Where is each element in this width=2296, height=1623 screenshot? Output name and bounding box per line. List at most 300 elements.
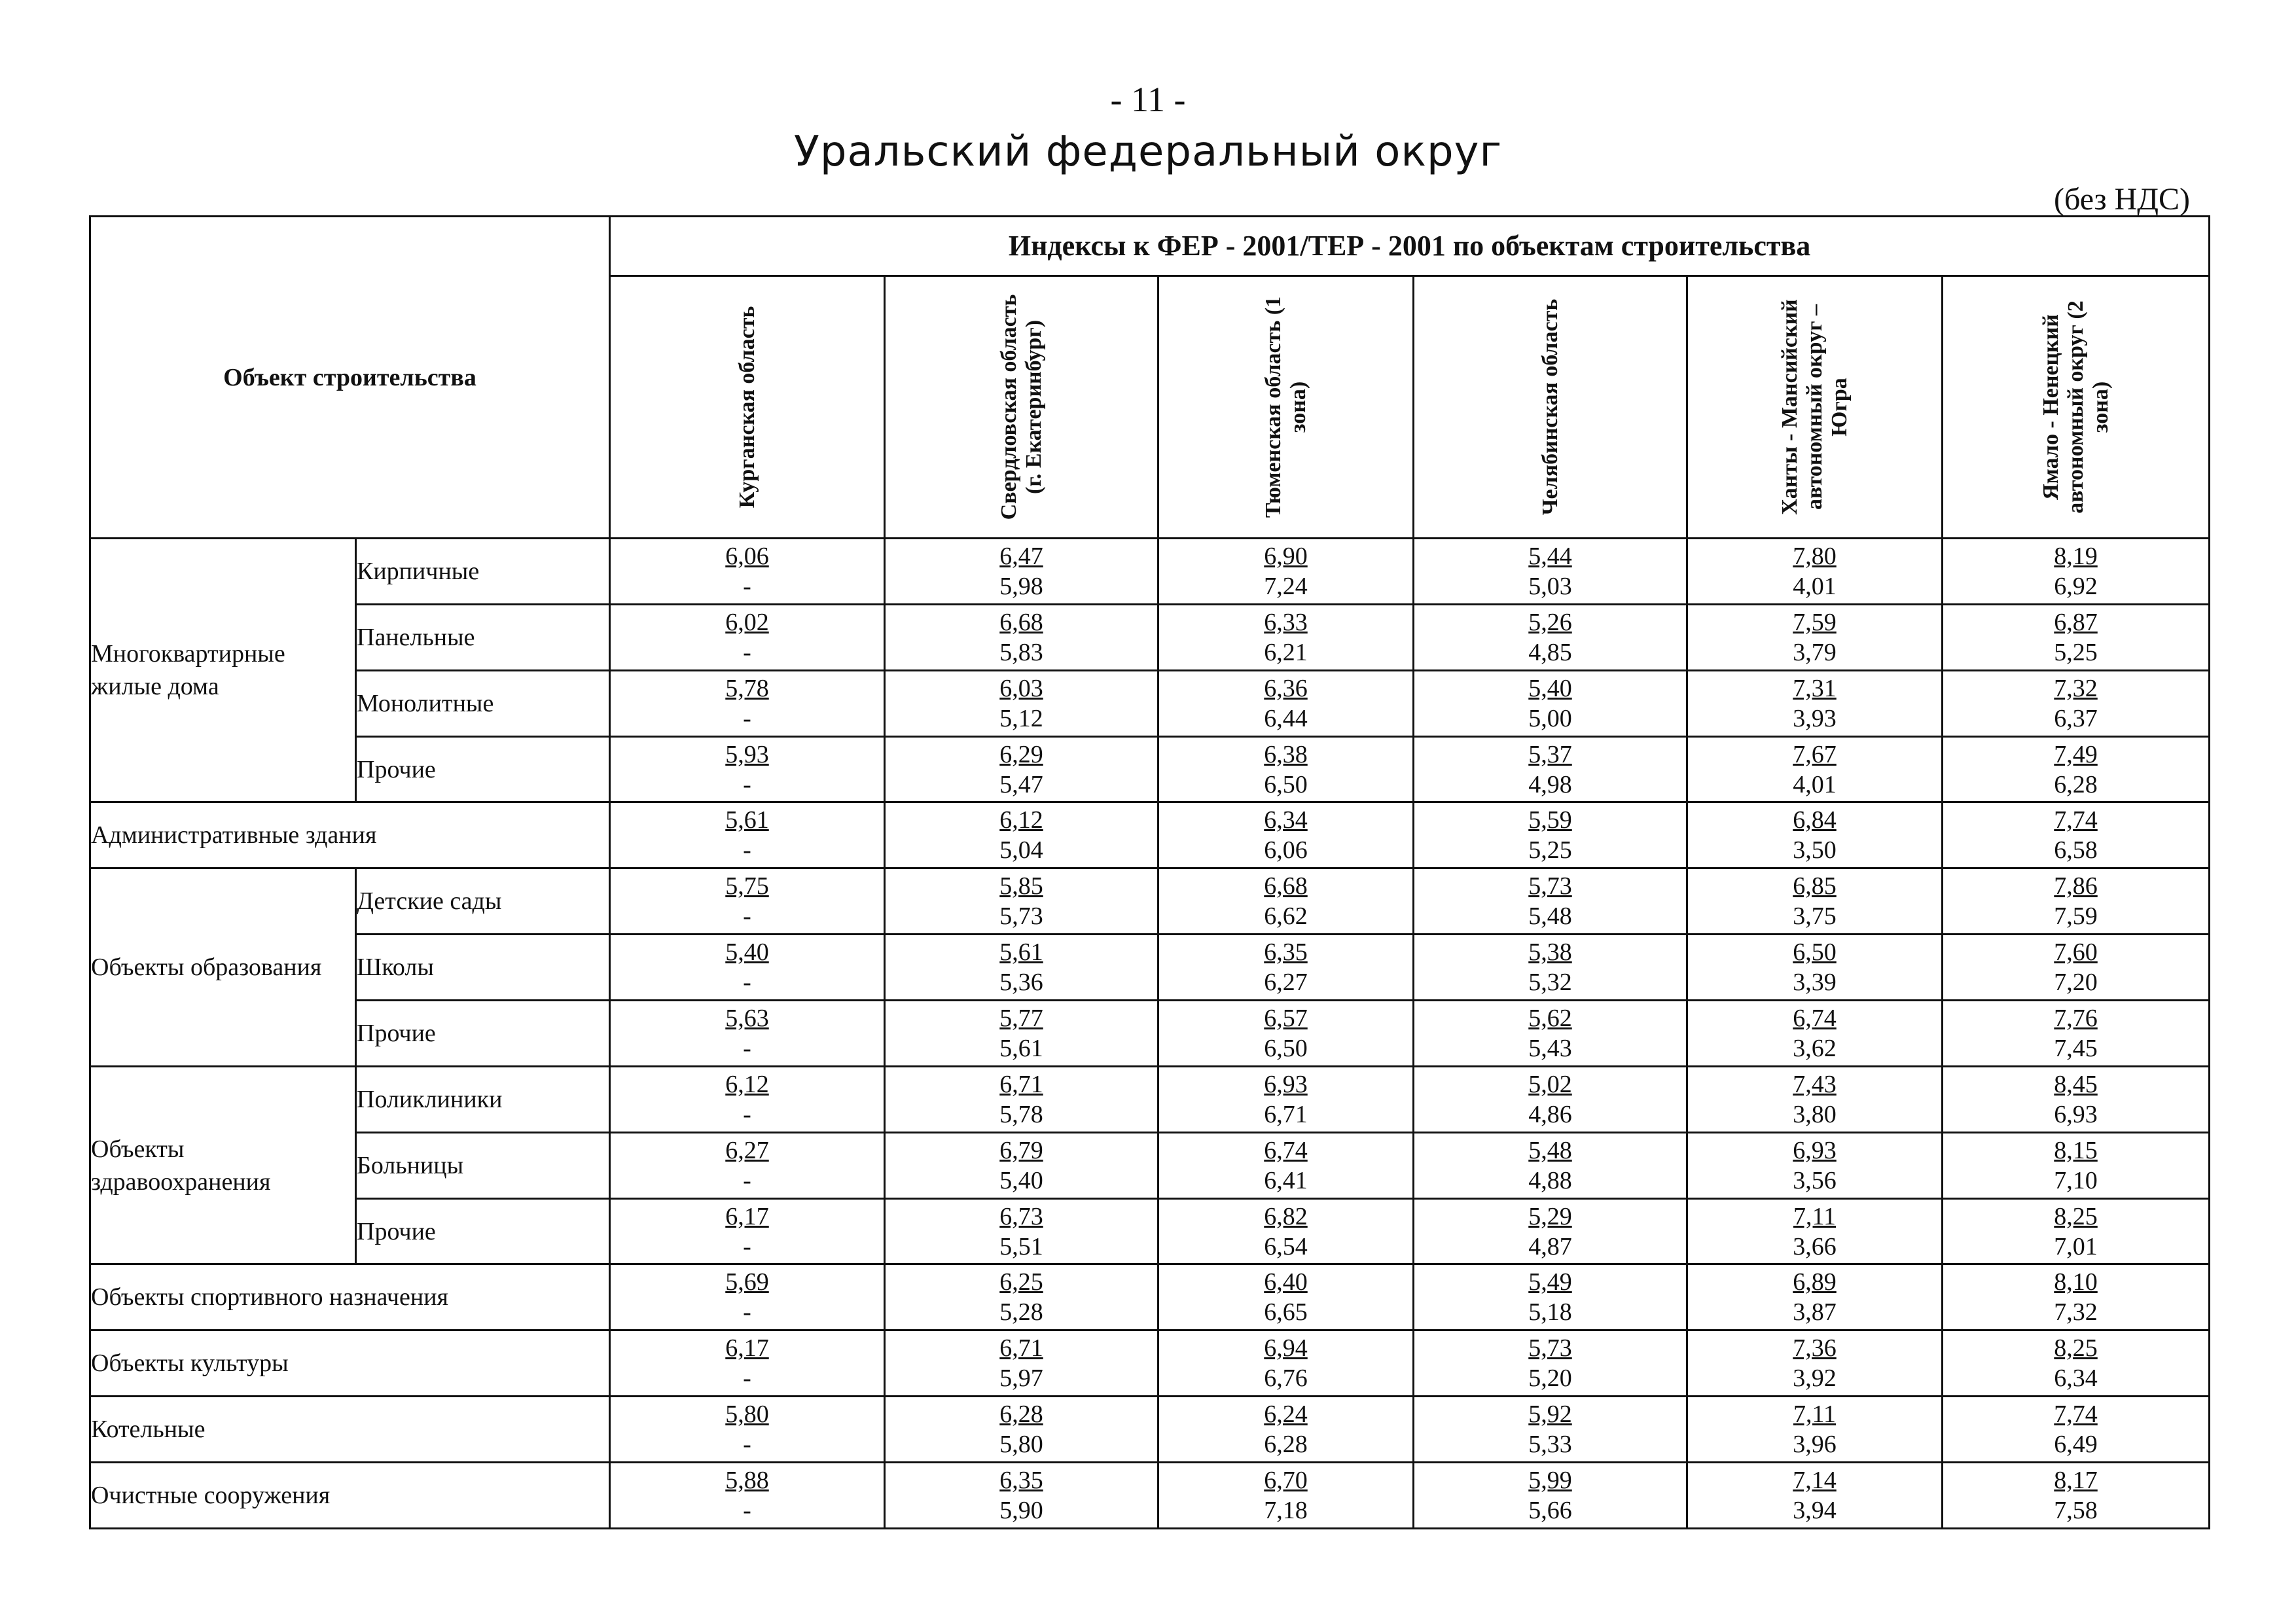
index-value-primary: 6,73: [999, 1202, 1043, 1230]
index-value-secondary: 5,51: [999, 1232, 1043, 1260]
index-value-secondary: 5,83: [999, 638, 1043, 666]
index-value-primary: 6,50: [1793, 938, 1837, 967]
index-column-header: Индексы к ФЕР - 2001/ТЕР - 2001 по объектам строительства: [610, 217, 2210, 276]
index-value-secondary: 7,32: [2054, 1298, 2098, 1327]
index-value-secondary: -: [743, 704, 751, 732]
index-value-secondary: 3,92: [1793, 1364, 1837, 1393]
index-value-secondary: 5,33: [1528, 1431, 1572, 1459]
index-value-secondary: 6,21: [1264, 638, 1308, 666]
index-value-primary: 5,92: [1528, 1400, 1572, 1429]
index-value-secondary: 5,28: [999, 1298, 1043, 1327]
index-value-secondary: 3,50: [1793, 836, 1837, 865]
index-cell: [1943, 1330, 2210, 1397]
index-cell: [610, 1001, 885, 1067]
index-cell: [1414, 1001, 1687, 1067]
index-value-secondary: 5,61: [999, 1034, 1043, 1062]
table-row: [90, 1001, 2210, 1067]
index-value-secondary: 6,50: [1264, 770, 1308, 798]
index-value-primary: 8,25: [2054, 1202, 2098, 1230]
index-value-primary: 5,85: [999, 872, 1043, 901]
index-value-primary: 5,62: [1528, 1004, 1572, 1032]
index-cell: [1687, 935, 1943, 1001]
index-cell: [885, 1132, 1158, 1198]
index-value-primary: 5,38: [1528, 938, 1572, 967]
index-value-primary: 6,79: [999, 1136, 1043, 1164]
index-value-primary: 7,67: [1793, 740, 1837, 768]
index-value-primary: 6,27: [725, 1136, 769, 1164]
index-value-primary: 6,24: [1264, 1400, 1308, 1429]
table-row: [90, 604, 2210, 670]
index-value-secondary: -: [743, 1298, 751, 1327]
index-cell: [885, 1198, 1158, 1264]
index-value-secondary: 4,85: [1528, 638, 1572, 666]
index-value-secondary: -: [743, 572, 751, 600]
index-cell: [1158, 868, 1414, 935]
index-value-secondary: 5,73: [999, 902, 1043, 931]
index-value-secondary: 6,54: [1264, 1232, 1308, 1260]
index-cell: [1414, 1463, 1687, 1529]
index-value-secondary: 5,00: [1528, 704, 1572, 732]
index-value-primary: 7,76: [2054, 1004, 2098, 1032]
table-row: [90, 736, 2210, 802]
index-value-secondary: 6,93: [2054, 1100, 2098, 1128]
index-value-primary: 6,68: [1264, 872, 1308, 901]
object-label: Объекты спортивного назначения: [90, 1264, 610, 1330]
index-cell: [610, 802, 885, 868]
index-value-secondary: 5,04: [999, 836, 1043, 865]
index-value-primary: 5,78: [725, 674, 769, 702]
index-value-secondary: 5,66: [1528, 1497, 1572, 1525]
index-value-secondary: 6,34: [2054, 1364, 2098, 1393]
index-cell: [1943, 1001, 2210, 1067]
index-value-secondary: 4,01: [1793, 770, 1837, 798]
index-value-secondary: 6,76: [1264, 1364, 1308, 1393]
region-header: [1687, 276, 1943, 539]
index-value-secondary: 5,90: [999, 1497, 1043, 1525]
index-value-secondary: 5,80: [999, 1431, 1043, 1459]
index-value-primary: 6,93: [1264, 1070, 1308, 1098]
index-cell: [1414, 604, 1687, 670]
index-value-primary: 7,14: [1793, 1467, 1837, 1495]
index-value-primary: 6,17: [725, 1202, 769, 1230]
index-cell: [1943, 1132, 2210, 1198]
region-header-label: Ямало - Ненецкий автономный округ (2 зона): [2038, 300, 2113, 514]
index-value-primary: 7,36: [1793, 1334, 1837, 1363]
index-cell: [885, 539, 1158, 605]
index-value-primary: 6,90: [1264, 542, 1308, 570]
region-header-label: Челябинская область: [1537, 298, 1562, 516]
subtype-label: Монолитные: [356, 670, 610, 736]
subtype-label: Прочие: [356, 736, 610, 802]
index-value-primary: 7,43: [1793, 1070, 1837, 1098]
index-value-secondary: 6,71: [1264, 1100, 1308, 1128]
index-cell: [885, 868, 1158, 935]
index-cell: [885, 802, 1158, 868]
index-value-secondary: 6,06: [1264, 836, 1308, 865]
index-value-primary: 6,06: [725, 542, 769, 570]
index-cell: [1414, 802, 1687, 868]
index-value-secondary: 6,65: [1264, 1298, 1308, 1327]
region-header: [1414, 276, 1687, 539]
index-cell: [885, 670, 1158, 736]
index-value-primary: 6,70: [1264, 1467, 1308, 1495]
index-cell: [1158, 802, 1414, 868]
index-cell: [610, 935, 885, 1001]
index-cell: [1687, 1001, 1943, 1067]
index-value-secondary: 7,59: [2054, 902, 2098, 931]
table-row: [90, 868, 2210, 935]
index-value-primary: 6,94: [1264, 1334, 1308, 1363]
index-cell: [1158, 1330, 1414, 1397]
region-header: [610, 276, 885, 539]
index-cell: [1687, 1198, 1943, 1264]
index-value-secondary: 7,01: [2054, 1232, 2098, 1260]
index-cell: [1943, 670, 2210, 736]
index-cell: [1158, 1264, 1414, 1330]
index-cell: [610, 868, 885, 935]
index-value-secondary: 5,47: [999, 770, 1043, 798]
subtype-label: Прочие: [356, 1001, 610, 1067]
index-value-primary: 7,74: [2054, 806, 2098, 834]
table-row: [90, 539, 2210, 605]
index-cell: [1158, 1397, 1414, 1463]
index-value-secondary: 5,12: [999, 704, 1043, 732]
index-value-primary: 7,86: [2054, 872, 2098, 901]
index-value-secondary: -: [743, 1034, 751, 1062]
index-cell: [1943, 1264, 2210, 1330]
index-cell: [1414, 1397, 1687, 1463]
index-cell: [885, 736, 1158, 802]
index-cell: [1687, 1397, 1943, 1463]
index-value-primary: 5,77: [999, 1004, 1043, 1032]
index-value-primary: 5,69: [725, 1268, 769, 1296]
index-value-primary: 6,03: [999, 674, 1043, 702]
index-value-primary: 5,40: [1528, 674, 1572, 702]
index-table: [89, 215, 2210, 1529]
vat-note: (без НДС): [2053, 182, 2190, 217]
index-value-secondary: 6,62: [1264, 902, 1308, 931]
region-header-label: Тюменская область (1 зона): [1261, 296, 1310, 518]
index-cell: [885, 1066, 1158, 1132]
subtype-label: Панельные: [356, 604, 610, 670]
index-value-secondary: 5,25: [1528, 836, 1572, 865]
index-value-primary: 7,74: [2054, 1400, 2098, 1429]
group-label: Объекты здравоохранения: [90, 1066, 356, 1264]
index-value-secondary: 5,20: [1528, 1364, 1572, 1393]
subtype-label: Больницы: [356, 1132, 610, 1198]
table-row: [90, 1330, 2210, 1397]
index-cell: [610, 1066, 885, 1132]
index-value-primary: 6,84: [1793, 806, 1837, 834]
index-cell: [885, 1397, 1158, 1463]
index-value-primary: 6,02: [725, 608, 769, 636]
index-value-primary: 7,80: [1793, 542, 1837, 570]
index-cell: [1687, 1264, 1943, 1330]
index-cell: [610, 539, 885, 605]
index-value-secondary: 6,41: [1264, 1166, 1308, 1194]
index-value-secondary: 5,32: [1528, 969, 1572, 997]
index-value-primary: 5,61: [725, 806, 769, 834]
index-value-secondary: 5,98: [999, 572, 1043, 600]
index-value-secondary: 7,45: [2054, 1034, 2098, 1062]
index-cell: [885, 1264, 1158, 1330]
index-cell: [1158, 539, 1414, 605]
index-value-primary: 6,40: [1264, 1268, 1308, 1296]
index-value-secondary: -: [743, 1100, 751, 1128]
index-cell: [1414, 1330, 1687, 1397]
index-value-primary: 6,33: [1264, 608, 1308, 636]
table-row: [90, 1264, 2210, 1330]
index-value-secondary: 6,49: [2054, 1431, 2098, 1459]
index-value-primary: 5,40: [725, 938, 769, 967]
index-value-primary: 7,11: [1793, 1400, 1837, 1429]
index-value-primary: 5,73: [1528, 1334, 1572, 1363]
index-value-secondary: -: [743, 770, 751, 798]
index-value-primary: 7,60: [2054, 938, 2098, 967]
index-value-primary: 5,48: [1528, 1136, 1572, 1164]
subtype-label: Детские сады: [356, 868, 610, 935]
index-cell: [1414, 1264, 1687, 1330]
index-value-secondary: 5,03: [1528, 572, 1572, 600]
index-value-primary: 6,82: [1264, 1202, 1308, 1230]
index-cell: [1943, 868, 2210, 935]
index-cell: [610, 736, 885, 802]
group-label: Многоквартирные жилые дома: [90, 539, 356, 802]
index-cell: [1943, 736, 2210, 802]
index-value-secondary: -: [743, 1431, 751, 1459]
index-value-secondary: -: [743, 836, 751, 865]
index-cell: [1414, 670, 1687, 736]
index-cell: [610, 1330, 885, 1397]
index-cell: [1943, 539, 2210, 605]
index-value-primary: 6,74: [1264, 1136, 1308, 1164]
index-cell: [885, 604, 1158, 670]
index-value-secondary: 3,94: [1793, 1497, 1837, 1525]
region-header: [885, 276, 1158, 539]
index-value-primary: 5,44: [1528, 542, 1572, 570]
index-cell: [1158, 1463, 1414, 1529]
index-cell: [1687, 1330, 1943, 1397]
index-value-primary: 6,28: [999, 1400, 1043, 1429]
index-cell: [1414, 1132, 1687, 1198]
index-value-primary: 5,02: [1528, 1070, 1572, 1098]
index-cell: [1943, 604, 2210, 670]
index-value-secondary: 3,39: [1793, 969, 1837, 997]
index-value-primary: 6,85: [1793, 872, 1837, 901]
index-value-primary: 8,17: [2054, 1467, 2098, 1495]
index-value-secondary: -: [743, 902, 751, 931]
subtype-label: Прочие: [356, 1198, 610, 1264]
index-value-primary: 6,71: [999, 1334, 1043, 1363]
table-row: [90, 1066, 2210, 1132]
index-value-primary: 5,75: [725, 872, 769, 901]
index-cell: [885, 1001, 1158, 1067]
index-value-secondary: 3,66: [1793, 1232, 1837, 1260]
index-value-secondary: -: [743, 638, 751, 666]
index-cell: [1414, 736, 1687, 802]
index-value-secondary: 7,24: [1264, 572, 1308, 600]
index-value-secondary: 4,86: [1528, 1100, 1572, 1128]
index-value-primary: 6,47: [999, 542, 1043, 570]
index-cell: [1943, 802, 2210, 868]
object-label: Очистные сооружения: [90, 1463, 610, 1529]
table-row: [90, 670, 2210, 736]
index-cell: [1687, 670, 1943, 736]
subtype-label: Кирпичные: [356, 539, 610, 605]
index-cell: [610, 1198, 885, 1264]
index-cell: [1687, 868, 1943, 935]
index-value-secondary: 3,62: [1793, 1034, 1837, 1062]
index-value-primary: 8,10: [2054, 1268, 2098, 1296]
index-value-secondary: -: [743, 1364, 751, 1393]
index-cell: [1687, 736, 1943, 802]
document-title: Уральский федеральный округ: [793, 128, 1503, 176]
table-row: [90, 1198, 2210, 1264]
index-value-secondary: 5,43: [1528, 1034, 1572, 1062]
index-value-secondary: 7,58: [2054, 1497, 2098, 1525]
region-header-label: Ханты - Мансийский автономный округ – Югра: [1777, 299, 1852, 515]
index-value-primary: 5,73: [1528, 872, 1572, 901]
index-value-secondary: 6,28: [2054, 770, 2098, 798]
index-value-secondary: 6,50: [1264, 1034, 1308, 1062]
index-value-primary: 6,29: [999, 740, 1043, 768]
page-number: - 11 -: [1110, 80, 1186, 119]
index-value-primary: 7,59: [1793, 608, 1837, 636]
index-value-secondary: 3,93: [1793, 704, 1837, 732]
index-value-secondary: 5,18: [1528, 1298, 1572, 1327]
index-value-primary: 6,34: [1264, 806, 1308, 834]
index-value-secondary: 3,75: [1793, 902, 1837, 931]
index-cell: [1943, 1463, 2210, 1529]
index-cell: [1687, 604, 1943, 670]
index-cell: [1158, 670, 1414, 736]
index-value-primary: 6,38: [1264, 740, 1308, 768]
index-value-secondary: 3,79: [1793, 638, 1837, 666]
table-row: [90, 1132, 2210, 1198]
index-value-primary: 8,15: [2054, 1136, 2098, 1164]
index-cell: [1414, 539, 1687, 605]
object-column-header: Объект строительства: [90, 217, 610, 539]
index-cell: [610, 1132, 885, 1198]
index-value-primary: 5,26: [1528, 608, 1572, 636]
index-value-primary: 5,80: [725, 1400, 769, 1429]
index-cell: [1943, 1066, 2210, 1132]
index-value-secondary: 4,98: [1528, 770, 1572, 798]
index-cell: [1158, 1001, 1414, 1067]
table-row: [90, 1463, 2210, 1529]
index-cell: [1943, 1198, 2210, 1264]
index-value-primary: 6,35: [1264, 938, 1308, 967]
index-value-secondary: 5,48: [1528, 902, 1572, 931]
index-cell: [885, 935, 1158, 1001]
index-cell: [1943, 1397, 2210, 1463]
index-value-secondary: -: [743, 969, 751, 997]
index-cell: [1687, 539, 1943, 605]
index-value-primary: 7,31: [1793, 674, 1837, 702]
subtype-label: Школы: [356, 935, 610, 1001]
index-cell: [1943, 935, 2210, 1001]
index-value-primary: 5,49: [1528, 1268, 1572, 1296]
index-value-secondary: 7,20: [2054, 969, 2098, 997]
object-label: Котельные: [90, 1397, 610, 1463]
index-value-secondary: 6,58: [2054, 836, 2098, 865]
index-cell: [610, 670, 885, 736]
table-row: [90, 935, 2210, 1001]
index-value-secondary: 6,92: [2054, 572, 2098, 600]
index-value-primary: 5,29: [1528, 1202, 1572, 1230]
index-value-primary: 6,17: [725, 1334, 769, 1363]
index-cell: [885, 1463, 1158, 1529]
index-value-secondary: -: [743, 1166, 751, 1194]
index-cell: [1687, 1066, 1943, 1132]
index-value-primary: 5,61: [999, 938, 1043, 967]
index-value-primary: 6,74: [1793, 1004, 1837, 1032]
index-value-primary: 7,49: [2054, 740, 2098, 768]
index-value-secondary: 6,27: [1264, 969, 1308, 997]
index-value-primary: 8,25: [2054, 1334, 2098, 1363]
index-cell: [1158, 935, 1414, 1001]
index-value-secondary: 3,87: [1793, 1298, 1837, 1327]
region-header: [1158, 276, 1414, 539]
object-label: Административные здания: [90, 802, 610, 868]
index-cell: [1158, 1132, 1414, 1198]
index-value-primary: 6,12: [725, 1070, 769, 1098]
index-cell: [1687, 1463, 1943, 1529]
index-cell: [1414, 868, 1687, 935]
table-row: [90, 1397, 2210, 1463]
index-value-primary: 6,25: [999, 1268, 1043, 1296]
index-cell: [885, 1330, 1158, 1397]
index-value-primary: 5,63: [725, 1004, 769, 1032]
index-cell: [1414, 1198, 1687, 1264]
index-value-secondary: 7,10: [2054, 1166, 2098, 1194]
index-value-primary: 5,37: [1528, 740, 1572, 768]
index-cell: [1158, 1198, 1414, 1264]
index-cell: [1414, 1066, 1687, 1132]
index-cell: [610, 1397, 885, 1463]
index-value-secondary: 5,36: [999, 969, 1043, 997]
region-header: [1943, 276, 2210, 539]
index-value-secondary: 5,25: [2054, 638, 2098, 666]
index-value-secondary: 4,88: [1528, 1166, 1572, 1194]
index-value-secondary: 3,80: [1793, 1100, 1837, 1128]
index-value-primary: 5,59: [1528, 806, 1572, 834]
index-cell: [1158, 736, 1414, 802]
index-value-primary: 6,87: [2054, 608, 2098, 636]
index-value-primary: 6,35: [999, 1467, 1043, 1495]
index-value-primary: 6,36: [1264, 674, 1308, 702]
index-value-secondary: 5,40: [999, 1166, 1043, 1194]
index-value-secondary: 6,28: [1264, 1431, 1308, 1459]
index-value-secondary: 4,87: [1528, 1232, 1572, 1260]
index-cell: [1158, 1066, 1414, 1132]
index-value-primary: 6,68: [999, 608, 1043, 636]
index-value-primary: 5,93: [725, 740, 769, 768]
index-value-primary: 6,89: [1793, 1268, 1837, 1296]
index-value-primary: 5,99: [1528, 1467, 1572, 1495]
index-value-secondary: 5,97: [999, 1364, 1043, 1393]
index-cell: [1414, 935, 1687, 1001]
index-cell: [1158, 604, 1414, 670]
group-label: Объекты образования: [90, 868, 356, 1067]
index-value-primary: 6,57: [1264, 1004, 1308, 1032]
table-body: [90, 539, 2210, 1529]
index-cell: [610, 604, 885, 670]
region-header-label: Курганская область: [734, 306, 759, 508]
index-value-primary: 7,32: [2054, 674, 2098, 702]
subtype-label: Поликлиники: [356, 1066, 610, 1132]
index-value-primary: 6,12: [999, 806, 1043, 834]
